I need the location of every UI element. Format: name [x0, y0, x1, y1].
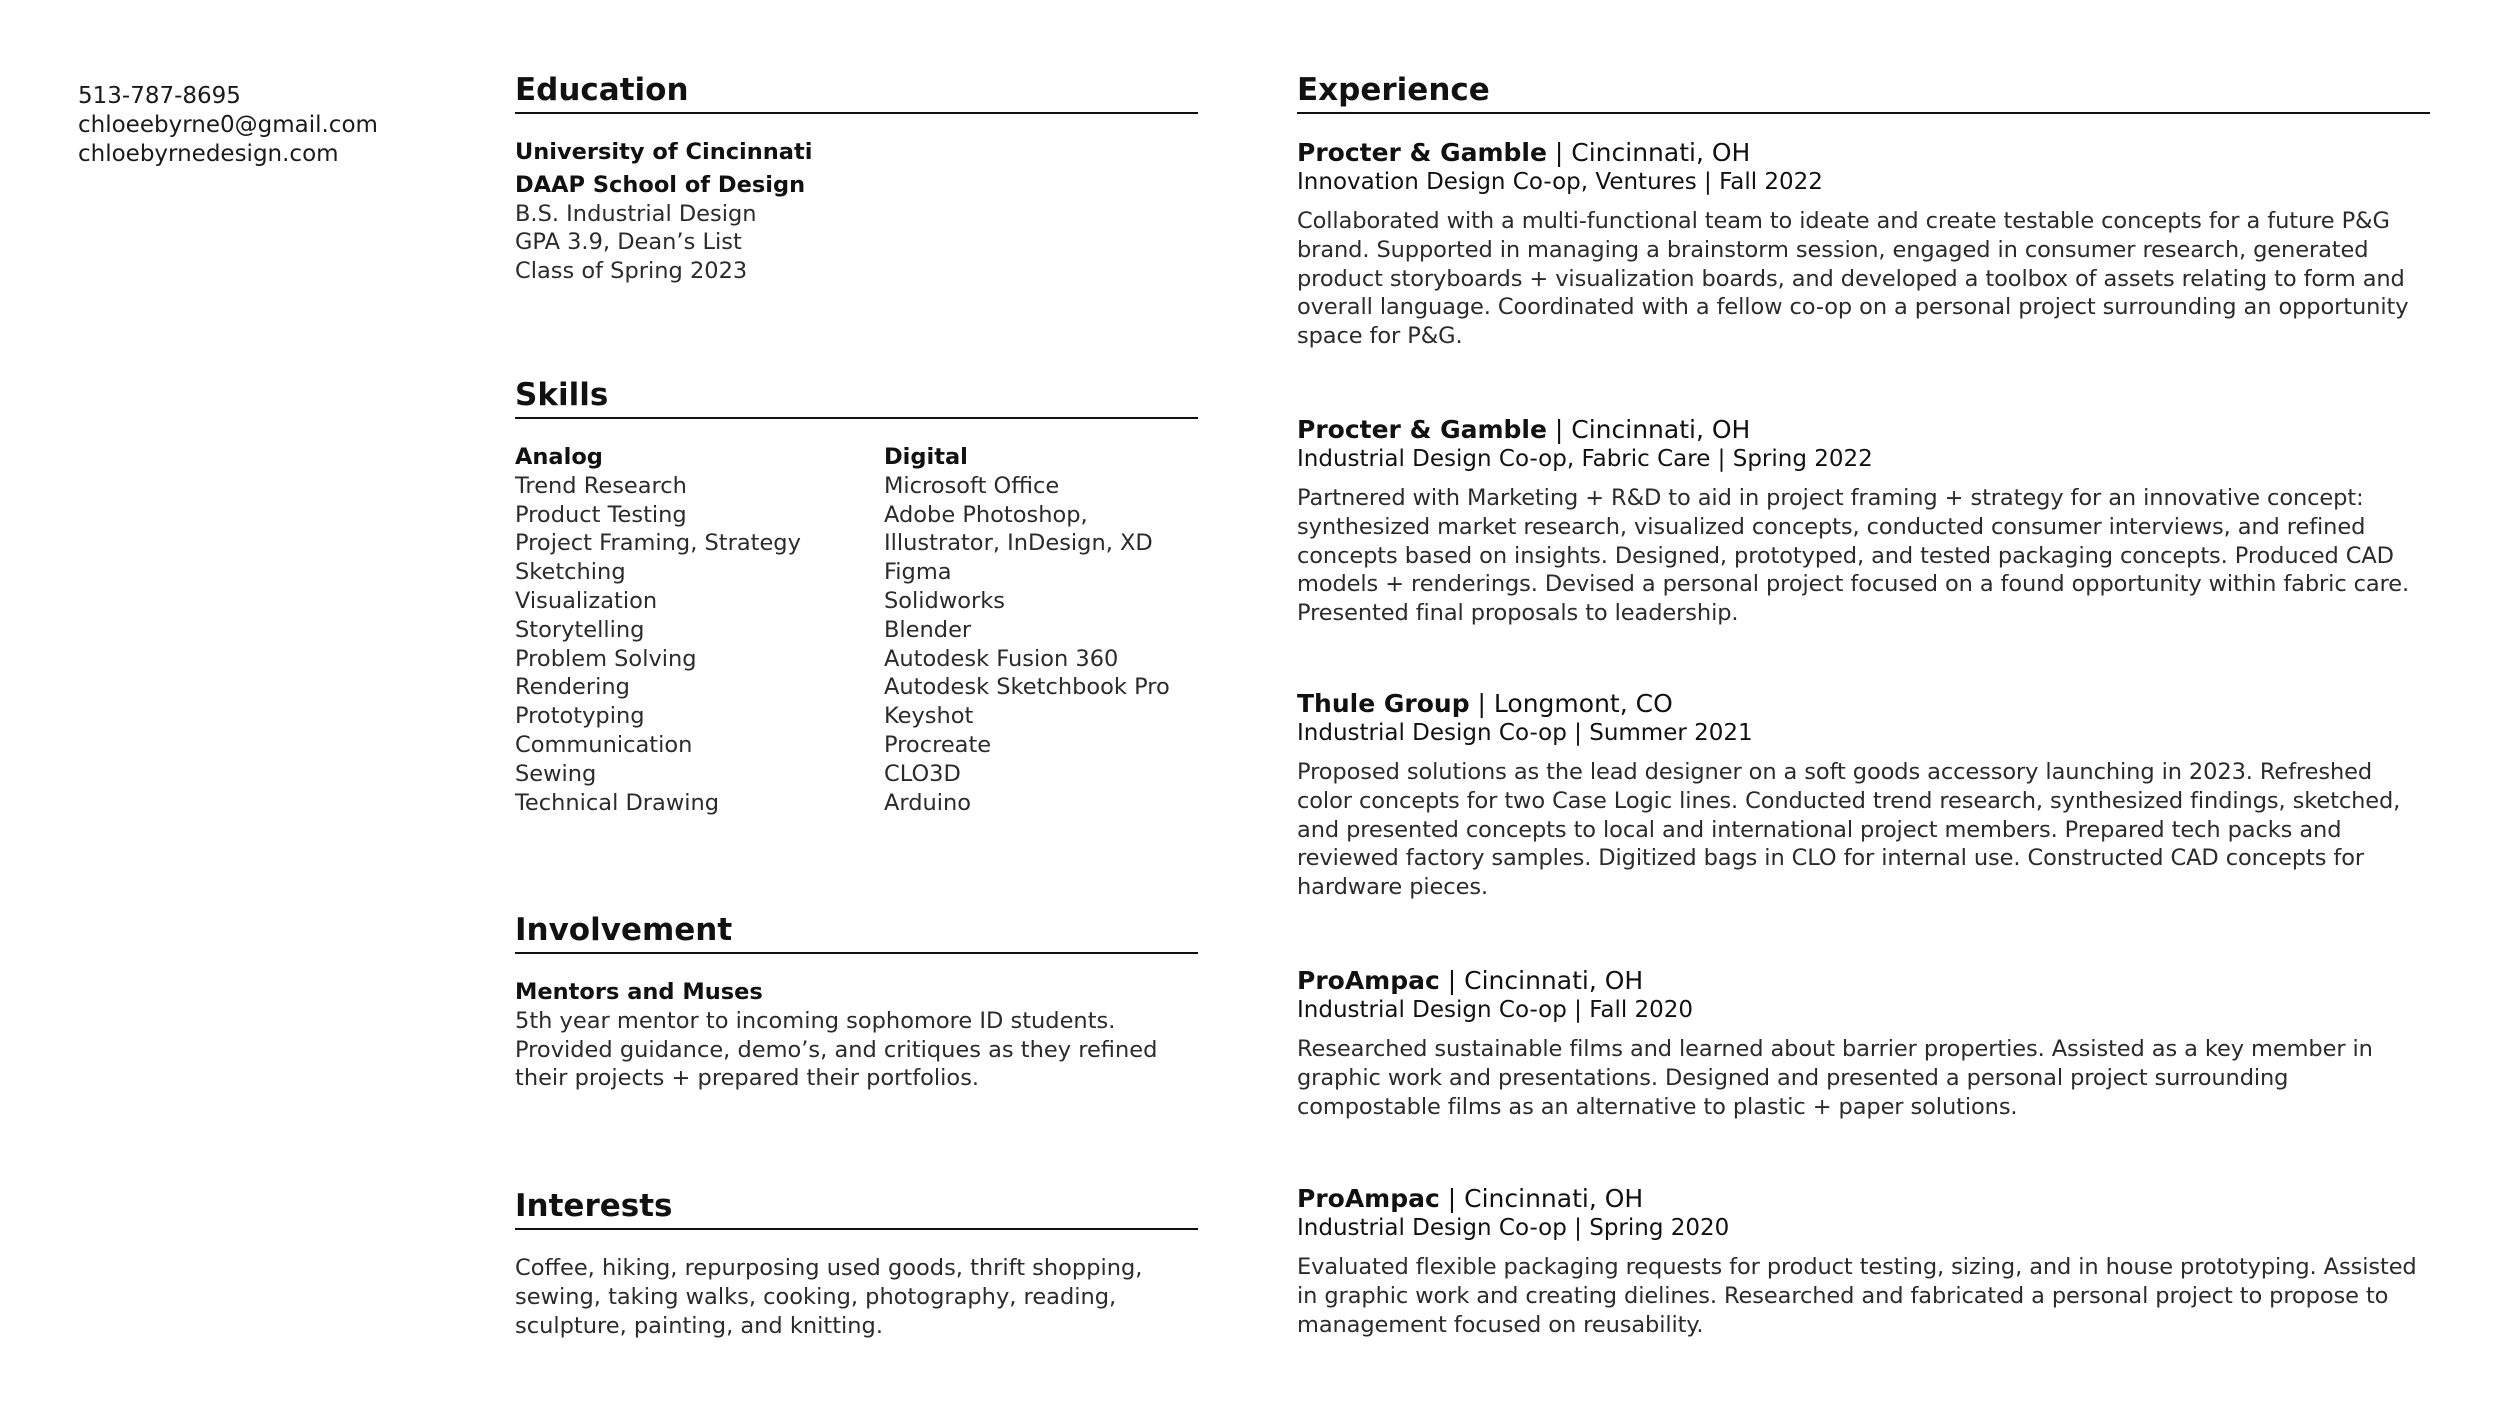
skill-item: Technical Drawing — [515, 789, 720, 816]
digital-skills — [884, 443, 1170, 817]
skill-item: Adobe Photoshop, — [884, 501, 1088, 528]
website-link[interactable]: chloebyrnedesign.com — [78, 141, 339, 167]
experience-heading: Experience — [1297, 72, 1490, 108]
job-location: | Cincinnati, OH — [1439, 966, 1644, 995]
job-company: ProAmpac — [1297, 1184, 1440, 1213]
experience-item — [1297, 966, 2430, 1121]
skill-item: Autodesk Fusion 360 — [884, 645, 1119, 672]
education-heading: Education — [515, 72, 689, 108]
involvement-details — [515, 978, 1198, 1093]
skill-item: Procreate — [884, 731, 992, 758]
education-detail: Class of Spring 2023 — [515, 258, 748, 285]
skill-item: Trend Research — [515, 472, 687, 499]
involvement-divider — [515, 952, 1198, 954]
job-role: Industrial Design Co-op | Summer 2021 — [1297, 720, 1753, 746]
job-role: Industrial Design Co-op | Spring 2020 — [1297, 1215, 1730, 1241]
job-company: ProAmpac — [1297, 966, 1440, 995]
skill-item: Product Testing — [515, 501, 687, 528]
skill-item: Prototyping — [515, 703, 645, 730]
experience-item — [1297, 138, 2430, 351]
skill-item: Microsoft Office — [884, 472, 1060, 499]
interests-heading: Interests — [515, 1188, 673, 1224]
skill-item: Rendering — [515, 674, 630, 701]
skills-grid — [515, 443, 1198, 823]
job-description: Partnered with Marketing + R&D to aid in project framing + strategy for an innovative concept: synthesized market research, visualized concepts, conducted consumer interviews, and refined concepts based on insights. Designed, prototyped, and tested packaging concepts. Produced CAD models + renderings. Devised a personal project focused on a found opportunity within fabric care. Presented final proposals to leadership. — [1297, 485, 2410, 627]
college-name: DAAP School of Design — [515, 171, 806, 198]
interests-description: Coffee, hiking, repurposing used goods, thrift shopping, sewing, taking walks, cooking, photography, reading, sculpture, painting, and knitting. — [515, 1255, 1143, 1339]
job-location: | Cincinnati, OH — [1546, 138, 1751, 167]
skill-item: Figma — [884, 559, 952, 586]
experience-item — [1297, 689, 2430, 902]
skill-item: Problem Solving — [515, 645, 697, 672]
right-column — [1297, 0, 2430, 1406]
job-description: Proposed solutions as the lead designer on a soft goods accessory launching in 2023. Refreshed color concepts for two Case Logic lines. Conducted trend research, synthesized findings, sketched, and presented concepts to local and international project members. Prepared tech packs and reviewed factory samples. Digitized bags in CLO for internal use. Constructed CAD concepts for hardware pieces. — [1297, 759, 2401, 901]
involvement-heading: Involvement — [515, 912, 733, 948]
involvement-section — [515, 910, 1198, 1093]
job-role: Industrial Design Co-op | Fall 2020 — [1297, 997, 1694, 1023]
contact-info — [78, 82, 458, 169]
education-details — [515, 138, 1198, 286]
skill-item: Sketching — [515, 559, 626, 586]
job-description: Collaborated with a multi-functional team to ideate and create testable concepts for a future P&G brand. Supported in managing a brainstorm session, engaged in consumer research, generated product storyboards + visualization boards, and developed a toolbox of assets relating to form and overall language. Coordinated with a fellow co-op on a personal project surrounding an opportunity space for P&G. — [1297, 208, 2409, 350]
education-divider — [515, 112, 1198, 114]
interests-divider — [515, 1228, 1198, 1230]
job-header — [1297, 415, 2430, 445]
skills-heading: Skills — [515, 377, 609, 413]
skill-item: Storytelling — [515, 616, 645, 643]
skill-item: Blender — [884, 616, 972, 643]
interests-section — [515, 1186, 1198, 1340]
experience-divider — [1297, 112, 2430, 114]
job-description: Evaluated flexible packaging requests for product testing, sizing, and in house prototyping. Assisted in graphic work and creating dielines. Researched and fabricated a personal project to propose to management focused on reusability. — [1297, 1254, 2417, 1338]
job-location: | Cincinnati, OH — [1439, 1184, 1644, 1213]
job-role: Industrial Design Co-op, Fabric Care | Spring 2022 — [1297, 446, 1873, 472]
analog-skills — [515, 443, 801, 817]
analog-heading: Analog — [515, 444, 603, 470]
education-section — [515, 70, 1198, 286]
middle-column — [515, 0, 1198, 1406]
job-company: Thule Group — [1297, 689, 1470, 718]
job-header — [1297, 689, 2430, 719]
skills-divider — [515, 417, 1198, 419]
skill-item: Autodesk Sketchbook Pro — [884, 674, 1170, 701]
job-header — [1297, 1184, 2430, 1214]
job-description: Researched sustainable films and learned about barrier properties. Assisted as a key member in graphic work and presentations. Designed and presented a personal project surrounding compostable films as an alternative to plastic + paper solutions. — [1297, 1036, 2373, 1120]
skill-item: Solidworks — [884, 587, 1006, 614]
skill-item: Keyshot — [884, 703, 974, 730]
experience-item — [1297, 1184, 2430, 1339]
skill-item: Communication — [515, 731, 693, 758]
job-company: Procter & Gamble — [1297, 138, 1547, 167]
experience-section — [1297, 70, 2430, 114]
skill-item: Project Framing, Strategy — [515, 530, 801, 557]
job-location: | Longmont, CO — [1469, 689, 1673, 718]
job-header — [1297, 138, 2430, 168]
education-detail: GPA 3.9, Dean’s List — [515, 229, 742, 256]
school-name: University of Cincinnati — [515, 139, 813, 165]
skill-item: Illustrator, InDesign, XD — [884, 530, 1153, 557]
job-header — [1297, 966, 2430, 996]
skill-item: Sewing — [515, 760, 597, 787]
email-address[interactable]: chloeebyrne0@gmail.com — [78, 112, 378, 138]
job-location: | Cincinnati, OH — [1546, 415, 1751, 444]
skill-item: CLO3D — [884, 760, 961, 787]
phone-number: 513-787-8695 — [78, 83, 241, 109]
skill-item: Arduino — [884, 789, 972, 816]
involvement-description: 5th year mentor to incoming sophomore ID students. Provided guidance, demo’s, and critiques as they refined their projects + prepared their portfolios. — [515, 1007, 1158, 1092]
job-role: Innovation Design Co-op, Ventures | Fall 2022 — [1297, 169, 1823, 195]
education-detail: B.S. Industrial Design — [515, 200, 757, 227]
experience-item — [1297, 415, 2430, 628]
skills-section — [515, 375, 1198, 823]
involvement-org: Mentors and Muses — [515, 979, 763, 1005]
skill-item: Visualization — [515, 587, 658, 614]
digital-heading: Digital — [884, 444, 968, 470]
job-company: Procter & Gamble — [1297, 415, 1547, 444]
